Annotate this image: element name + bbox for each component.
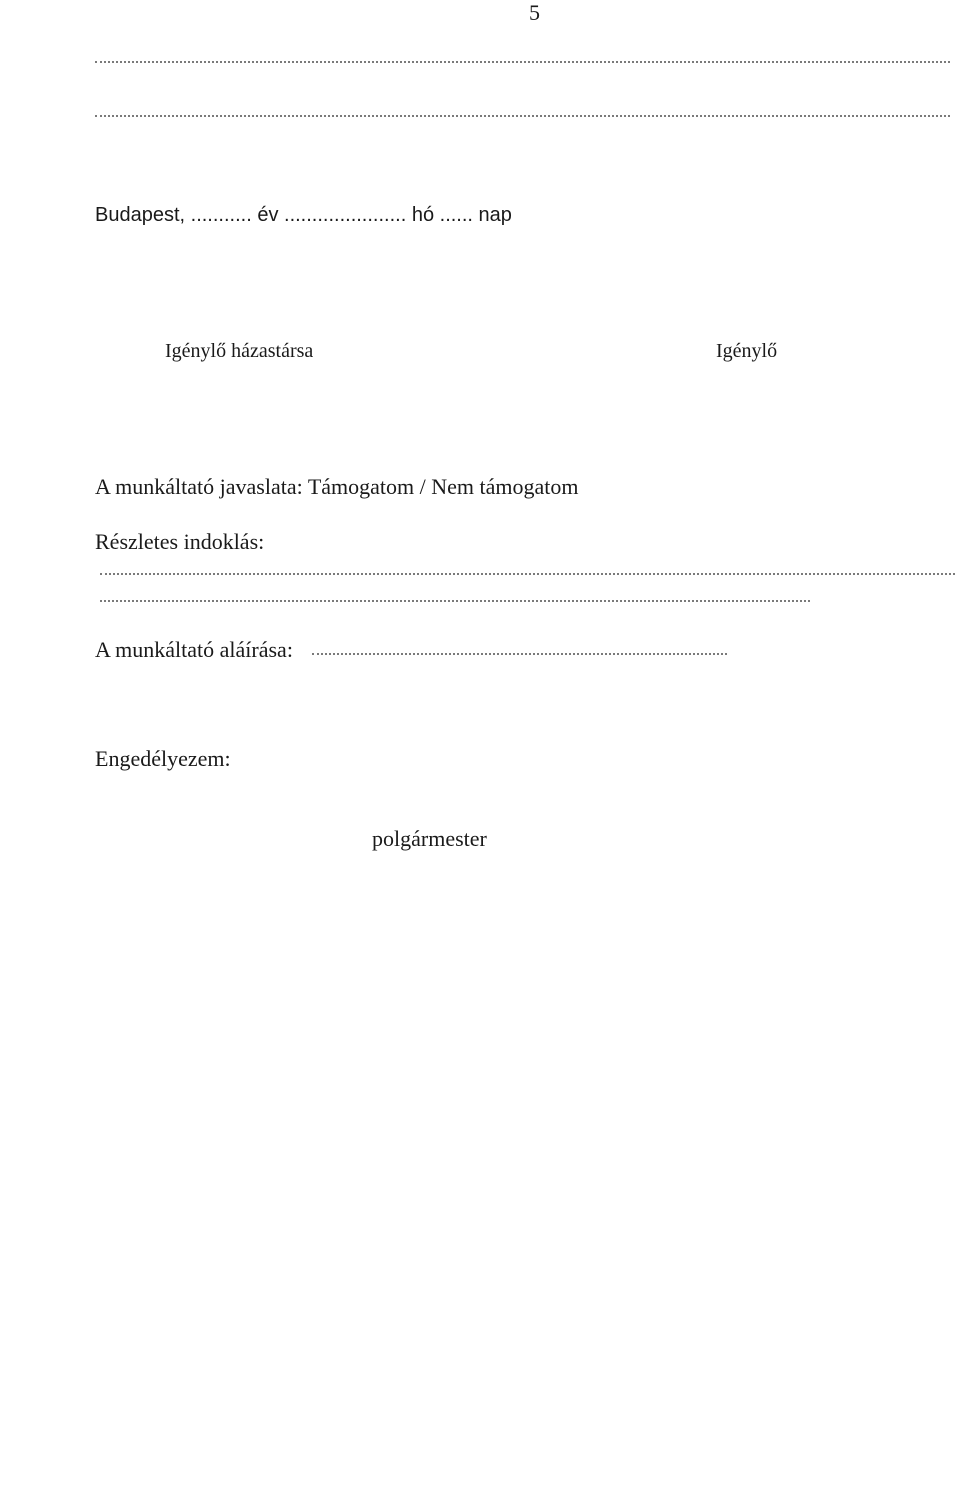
top-dotted-line-2 bbox=[95, 115, 950, 117]
spouse-signature-label: Igénylő házastársa bbox=[165, 340, 314, 362]
mayor-label: polgármester bbox=[372, 826, 487, 851]
approve-label: Engedélyezem: bbox=[95, 746, 231, 771]
page-number: 5 bbox=[529, 0, 540, 25]
justification-dotted-line-2 bbox=[100, 600, 810, 602]
top-dotted-line-1 bbox=[95, 61, 950, 63]
justification-dotted-line-1 bbox=[100, 573, 955, 575]
date-month-label: hó bbox=[411, 204, 435, 226]
justification-label: Részletes indoklás: bbox=[95, 529, 265, 554]
date-day-blank: ...... bbox=[439, 204, 473, 226]
date-year-blank: ........... bbox=[190, 204, 252, 226]
employer-proposal: A munkáltató javaslata: Támogatom / Nem támogatom bbox=[95, 474, 579, 499]
employer-signature-label: A munkáltató aláírása: bbox=[95, 637, 293, 662]
applicant-signature-label: Igénylő bbox=[716, 340, 778, 362]
date-city: Budapest, bbox=[95, 204, 186, 226]
employer-signature-dotted-line bbox=[312, 653, 727, 655]
date-day-label: nap bbox=[478, 204, 512, 226]
date-month-blank: ...................... bbox=[284, 204, 407, 226]
date-year-label: év bbox=[257, 204, 279, 226]
date-line bbox=[95, 205, 512, 225]
